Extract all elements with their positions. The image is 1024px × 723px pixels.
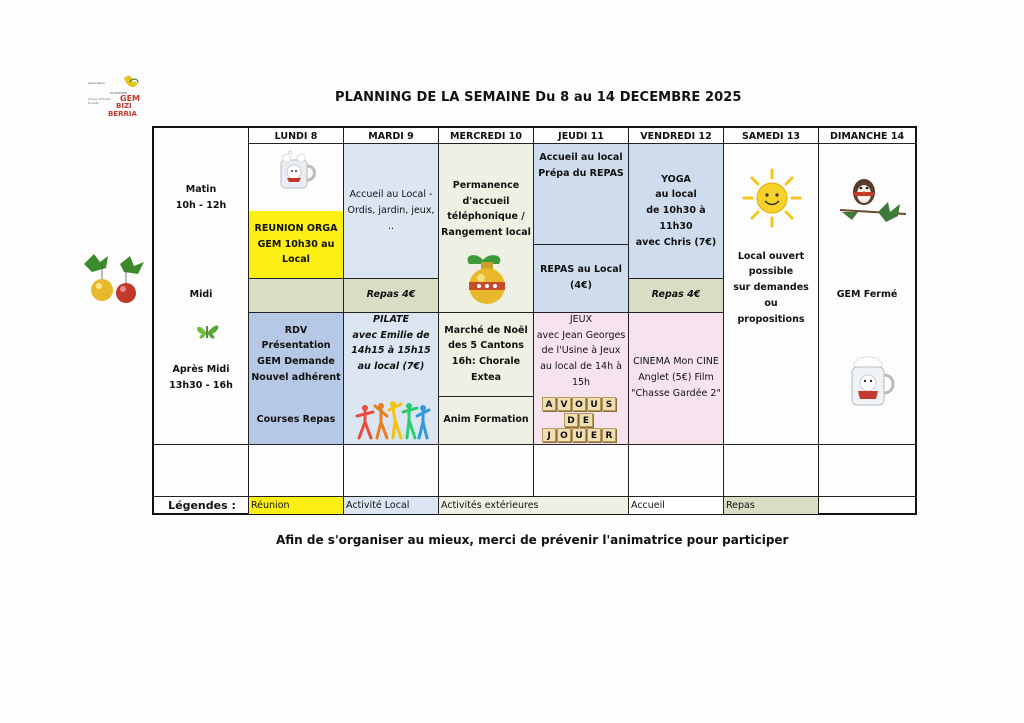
mardi-pm-cell: PILATE avec Emilie de 14h15 à 15h15 au local (7€) xyxy=(344,312,438,396)
header-dimanche: DIMANCHE 14 xyxy=(829,130,905,142)
legend-repas: Repas xyxy=(724,497,818,514)
jeudi-repas-cell: REPAS au Local (4€) xyxy=(534,244,628,312)
tile: V xyxy=(557,397,571,411)
svg-text:Association: Association xyxy=(88,81,106,85)
header-mardi: MARDI 9 xyxy=(368,130,414,142)
snowman-mug-icon xyxy=(846,353,896,413)
time-apres-midi: Après Midi 13h30 - 16h xyxy=(169,364,233,391)
time-matin: Matin 10h - 12h xyxy=(175,184,227,211)
samedi-cell: Local ouvert possible sur demandes ou propositions xyxy=(733,250,809,325)
lundi-pm-cell: RDV Présentation GEM Demande Nouvel adhérent xyxy=(249,312,343,396)
svg-text:OUTREMER: OUTREMER xyxy=(110,91,127,95)
mardi-am-cell: Accueil au Local - Ordis, jardin, jeux, .. xyxy=(344,144,438,278)
logo-gem-text: GEM xyxy=(120,94,140,103)
vendredi-am-cell: YOGA au local de 10h30 à 11h30 avec Chris (7€) xyxy=(629,144,723,278)
pilates-figures-icon xyxy=(351,398,431,442)
snowman-mug-icon xyxy=(275,150,319,194)
page-title: PLANNING DE LA SEMAINE Du 8 au 14 DECEMBRE 2025 xyxy=(335,90,742,105)
gem-logo xyxy=(86,74,148,118)
tile: U xyxy=(587,397,601,411)
tile: A xyxy=(542,397,556,411)
lundi-courses-cell: Courses Repas xyxy=(249,396,343,444)
vendredi-repas-cell: Repas 4€ xyxy=(629,278,723,312)
tile: O xyxy=(557,428,571,442)
legend-reunion: Réunion xyxy=(249,497,343,514)
legend-label: Légendes : xyxy=(168,499,236,512)
mercredi-anim-cell: Anim Formation xyxy=(439,396,533,444)
header-samedi: SAMEDI 13 xyxy=(741,130,801,142)
jeudi-tiles-cell xyxy=(534,396,628,444)
lundi-repas-cell xyxy=(249,278,343,312)
header-lundi: LUNDI 8 xyxy=(274,130,318,142)
mardi-repas-cell: Repas 4€ xyxy=(344,278,438,312)
tile: E xyxy=(587,428,601,442)
christmas-ornaments-icon xyxy=(80,250,150,310)
lundi-reunion-cell: REUNION ORGA GEM 10h30 au Local xyxy=(249,211,343,278)
butterfly-icon xyxy=(192,314,222,344)
header-jeudi: JEUDI 11 xyxy=(558,130,604,142)
jeudi-am-cell: Accueil au local Prépa du REPAS xyxy=(534,144,628,244)
legend-local: Activité Local xyxy=(344,497,438,514)
footer-note: Afin de s'organiser au mieux, merci de prévenir l'animatrice pour participer xyxy=(276,533,789,547)
logo-bizi-text: BIZI xyxy=(116,102,132,110)
logo-berria-text: BERRIA xyxy=(108,110,137,118)
header-vendredi: VENDREDI 12 xyxy=(640,130,712,142)
legend-exterieur: Activités extérieures xyxy=(439,497,628,514)
dimanche-cell: GEM Fermé xyxy=(836,289,898,301)
time-midi: Midi xyxy=(189,289,213,301)
tile: S xyxy=(602,397,616,411)
tile: U xyxy=(572,428,586,442)
legend-accueil: Accueil xyxy=(629,497,723,514)
tile: O xyxy=(572,397,586,411)
svg-text:Groupe d'Entraide: Groupe d'Entraide xyxy=(88,98,111,101)
christmas-bauble-icon xyxy=(459,250,515,308)
tile: J xyxy=(542,428,556,442)
mercredi-pm-cell: Marché de Noël des 5 Cantons 16h: Chorale Extea xyxy=(439,312,533,396)
tile: D xyxy=(564,413,578,427)
tile: R xyxy=(602,428,616,442)
tile: E xyxy=(579,413,593,427)
penguin-branch-icon xyxy=(838,172,908,230)
vendredi-pm-cell: CINEMA Mon CINE Anglet (5€) Film "Chasse Gardée 2" xyxy=(629,312,723,444)
jeudi-pm-cell: JEUX avec Jean Georges de l'Usine à Jeux au local de 14h à 15h xyxy=(534,312,628,396)
header-mercredi: MERCREDI 10 xyxy=(450,130,522,142)
pilates-figures-cell xyxy=(344,396,438,444)
schedule-table xyxy=(152,126,917,515)
mercredi-am-cell: Permanence d'accueil téléphonique / Rangement local xyxy=(439,144,533,312)
sun-icon xyxy=(742,168,802,228)
svg-text:Mutuelle: Mutuelle xyxy=(88,102,99,105)
scrabble-tiles xyxy=(540,397,622,443)
